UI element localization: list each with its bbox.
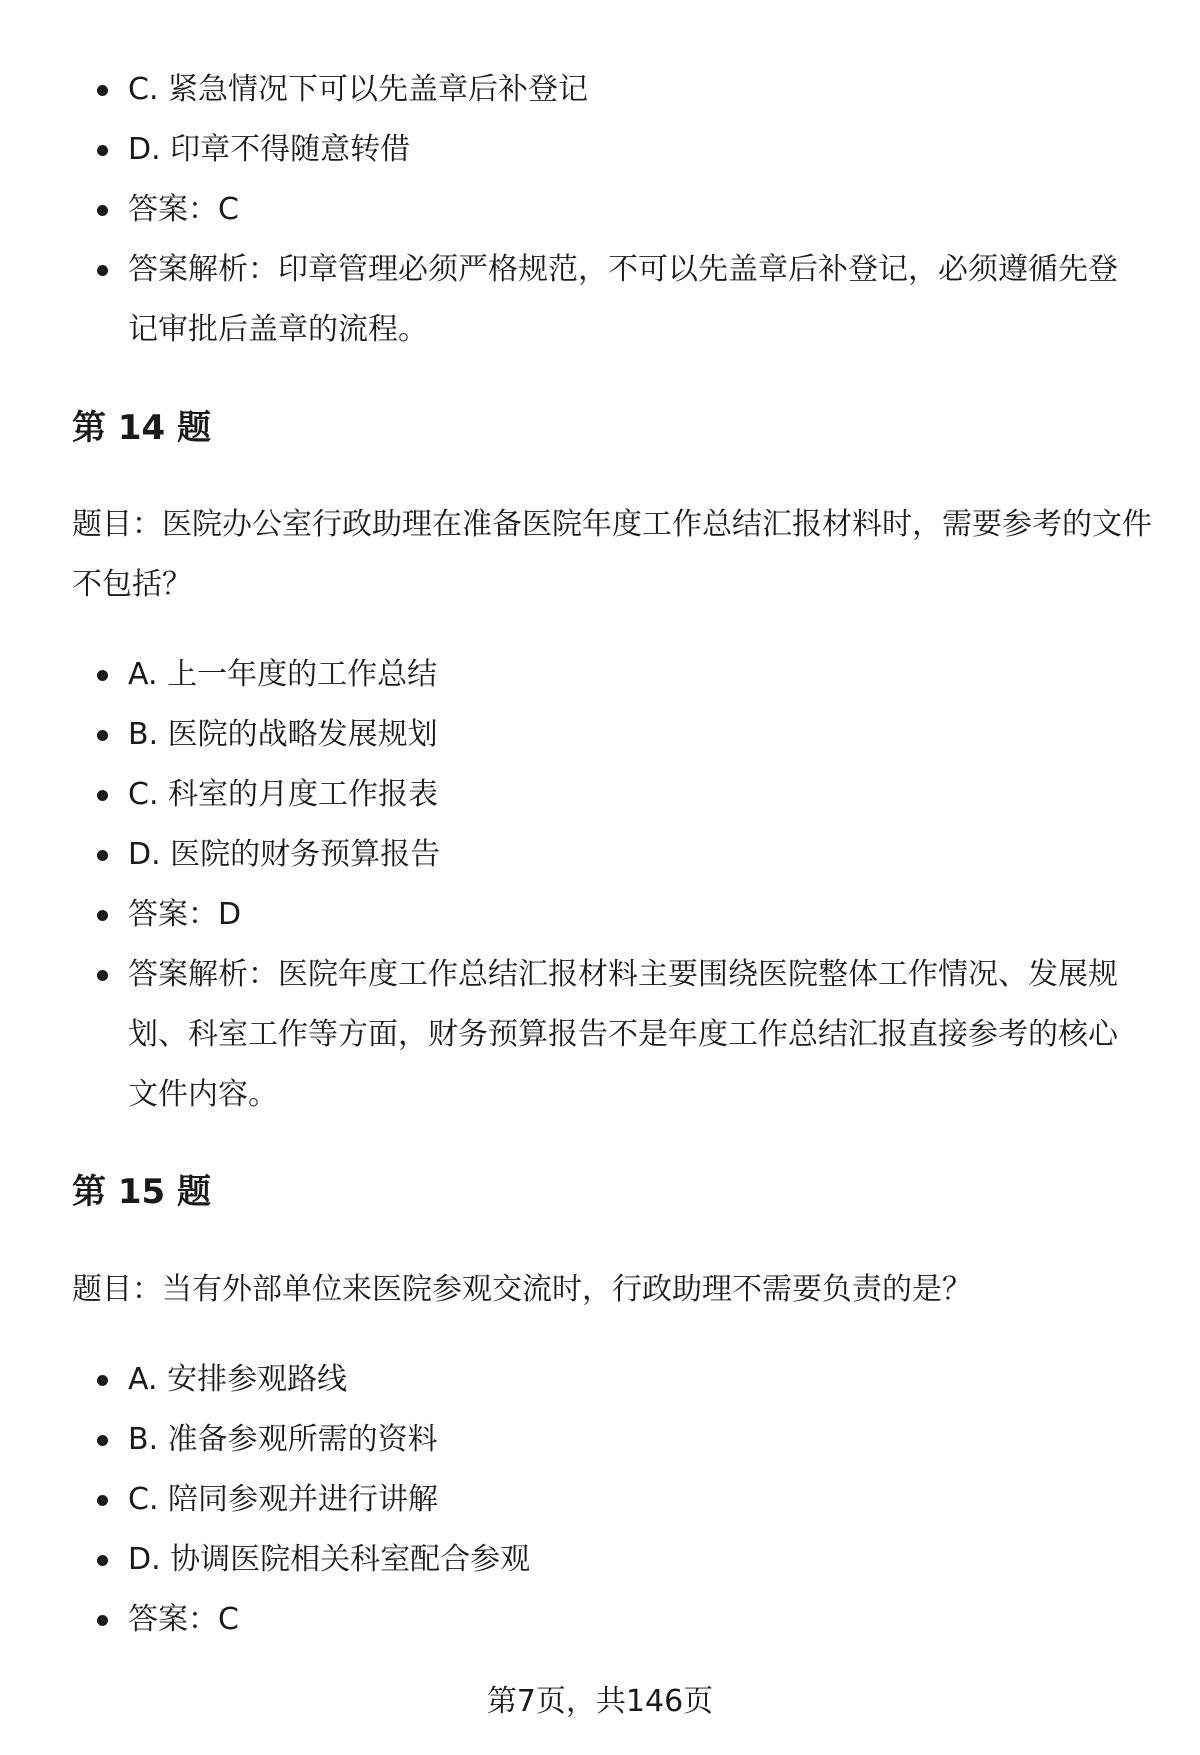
answer-text: 答案：D <box>128 897 242 932</box>
question-15-stem: 题目：当有外部单位来医院参观交流时，行政助理不需要负责的是？ <box>72 1272 972 1307</box>
bullet-icon <box>97 970 108 981</box>
bullet-icon <box>97 1555 108 1566</box>
option-b-text: B. 医院的战略发展规划 <box>128 717 438 752</box>
option-d-text: D. 印章不得随意转借 <box>128 132 411 167</box>
option-b-text: B. 准备参观所需的资料 <box>128 1422 438 1457</box>
bullet-icon <box>97 205 108 216</box>
list-item <box>0 1470 1200 1530</box>
list-item <box>0 945 1200 1125</box>
list-item <box>0 240 1200 360</box>
list-item <box>0 180 1200 240</box>
list-item <box>0 60 1200 120</box>
option-a-text: A. 上一年度的工作总结 <box>128 657 438 692</box>
bullet-icon <box>97 670 108 681</box>
bullet-icon <box>97 1615 108 1626</box>
list-item <box>0 645 1200 705</box>
bullet-icon <box>97 1375 108 1386</box>
prev-question-list <box>0 60 1200 360</box>
bullet-icon <box>97 910 108 921</box>
bullet-icon <box>97 1435 108 1446</box>
bullet-icon <box>97 790 108 801</box>
list-item <box>0 1350 1200 1410</box>
list-item <box>0 765 1200 825</box>
answer-text: 答案：C <box>128 1602 239 1637</box>
list-item <box>0 825 1200 885</box>
option-c-text: C. 紧急情况下可以先盖章后补登记 <box>128 72 589 107</box>
option-a-text: A. 安排参观路线 <box>128 1362 348 1397</box>
list-item <box>0 120 1200 180</box>
question-15-heading: 第 15 题 <box>72 1172 211 1212</box>
bullet-icon <box>97 850 108 861</box>
question-14-heading: 第 14 题 <box>72 408 211 448</box>
question-15-options <box>0 1350 1200 1650</box>
list-item <box>0 705 1200 765</box>
list-item <box>0 1590 1200 1650</box>
explanation-text: 答案解析：印章管理必须严格规范，不可以先盖章后补登记，必须遵循先登记审批后盖章的流程。 <box>128 252 1118 347</box>
bullet-icon <box>97 145 108 156</box>
option-d-text: D. 医院的财务预算报告 <box>128 837 441 872</box>
option-d-text: D. 协调医院相关科室配合参观 <box>128 1542 531 1577</box>
bullet-icon <box>97 730 108 741</box>
question-14-options <box>0 645 1200 1125</box>
answer-text: 答案：C <box>128 192 239 227</box>
option-c-text: C. 陪同参观并进行讲解 <box>128 1482 439 1517</box>
list-item <box>0 1530 1200 1590</box>
bullet-icon <box>97 265 108 276</box>
option-c-text: C. 科室的月度工作报表 <box>128 777 439 812</box>
page-number-footer: 第7页，共146页 <box>486 1684 714 1719</box>
question-14-stem: 题目：医院办公室行政助理在准备医院年度工作总结汇报材料时，需要参考的文件不包括？ <box>72 507 1152 602</box>
bullet-icon <box>97 1495 108 1506</box>
explanation-text: 答案解析：医院年度工作总结汇报材料主要围绕医院整体工作情况、发展规划、科室工作等方面，财务预算报告不是年度工作总结汇报直接参考的核心文件内容。 <box>128 957 1118 1112</box>
list-item <box>0 885 1200 945</box>
bullet-icon <box>97 85 108 96</box>
list-item <box>0 1410 1200 1470</box>
